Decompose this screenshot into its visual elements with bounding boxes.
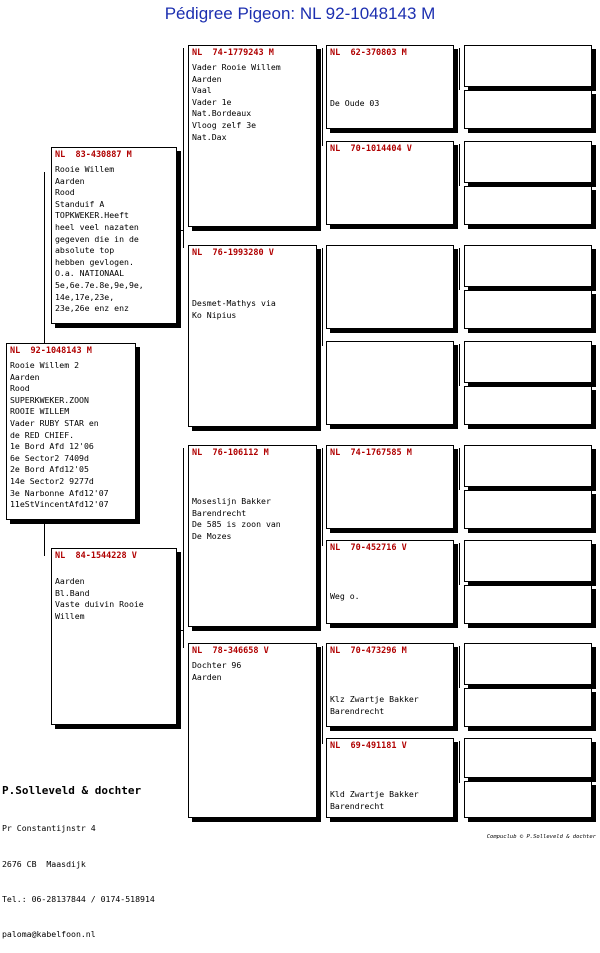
pigeon-card-ffm[interactable] bbox=[326, 141, 454, 225]
pigeon-card-mmf[interactable] bbox=[326, 643, 454, 727]
pigeon-info: Klz Zwartje Bakker Barendrecht bbox=[330, 694, 419, 716]
ring-number bbox=[327, 342, 453, 344]
owner-phone: Tel.: 06-28137844 / 0174-518914 bbox=[2, 893, 155, 904]
ring-number: NL 76-106112 M bbox=[192, 448, 269, 458]
ring-number: NL 92-1048143 M bbox=[10, 346, 92, 356]
connector-fm bbox=[322, 248, 323, 346]
pigeon-card-mmm[interactable] bbox=[326, 738, 454, 818]
pigeon-card-g5-13[interactable] bbox=[464, 643, 592, 685]
pigeon-info: Desmet-Mathys via Ko Nipius bbox=[192, 298, 276, 320]
pigeon-card-mfm[interactable] bbox=[326, 540, 454, 624]
connector-g4-7 bbox=[459, 646, 460, 688]
connector-ff bbox=[322, 48, 323, 146]
ring-number: NL 84-1544228 V bbox=[55, 551, 137, 561]
connector-subject-vertical-lower bbox=[44, 520, 45, 556]
connector-g4-8 bbox=[459, 741, 460, 783]
owner-email[interactable]: paloma@kabelfoon.nl bbox=[2, 929, 96, 940]
pigeon-info: Aarden Bl.Band Vaste duivin Rooie Willem bbox=[55, 576, 144, 621]
credit-footer: Compuclub © P.Solleveld & dochter bbox=[486, 834, 596, 840]
connector-mf bbox=[322, 448, 323, 546]
owner-name: P.Solleveld & dochter bbox=[2, 783, 142, 797]
ring-number: NL 74-1779243 M bbox=[192, 48, 274, 58]
pigeon-card-mf[interactable] bbox=[188, 445, 317, 627]
page-title: Pédigree Pigeon: NL 92-1048143 M bbox=[164, 4, 436, 23]
pigeon-info: Vader Rooie Willem Aarden Vaal Vader 1e Nat.Bordeaux Vloog zelf 3e Nat.Dax bbox=[192, 62, 281, 142]
pigeon-info: Weg o. bbox=[330, 591, 360, 601]
pigeon-info: De Oude 03 bbox=[330, 98, 380, 108]
pigeon-card-mff[interactable] bbox=[326, 445, 454, 529]
connector-mother-vertical bbox=[183, 448, 184, 648]
pigeon-card-fmm[interactable] bbox=[326, 341, 454, 425]
pigeon-card-mother[interactable] bbox=[51, 548, 177, 725]
pigeon-card-g5-4[interactable] bbox=[464, 186, 592, 225]
ring-number: NL 70-473296 M bbox=[330, 646, 407, 656]
pigeon-card-g5-5[interactable] bbox=[464, 245, 592, 287]
ring-number: NL 83-430887 M bbox=[55, 150, 132, 160]
connector-g4-5 bbox=[459, 448, 460, 490]
pigeon-card-g5-1[interactable] bbox=[464, 45, 592, 87]
ring-number: NL 78-346658 V bbox=[192, 646, 269, 656]
pigeon-card-g5-7[interactable] bbox=[464, 341, 592, 383]
connector-g4-1 bbox=[459, 48, 460, 90]
pigeon-info: Kld Zwartje Bakker Barendrecht bbox=[330, 789, 419, 811]
connector-father-vertical bbox=[183, 48, 184, 248]
pigeon-card-g5-6[interactable] bbox=[464, 290, 592, 329]
pigeon-info: Rooie Willem Aarden Rood Standuif A TOPKWEKER.Heeft heel veel nazaten gegeven die in de absolute top hebben gevlogen. O.a. NATIONAAL 5e,6e.7e.8e,9e,9e, 14e,17e,23e, 23e,26e enz enz bbox=[55, 164, 144, 314]
pigeon-info: Dochter 96 Aarden bbox=[192, 660, 242, 682]
ring-number: NL 70-1014404 V bbox=[330, 144, 412, 154]
pigeon-card-g5-11[interactable] bbox=[464, 540, 592, 582]
pigeon-card-father[interactable] bbox=[51, 147, 177, 324]
pigeon-card-g5-3[interactable] bbox=[464, 141, 592, 183]
connector-g4-2 bbox=[459, 144, 460, 186]
connector-father-tick bbox=[180, 230, 184, 231]
owner-city: 2676 CB Maasdijk bbox=[2, 858, 86, 869]
pigeon-info: Moseslijn Bakker Barendrecht De 585 is zoon van De Mozes bbox=[192, 496, 281, 541]
pigeon-card-g5-12[interactable] bbox=[464, 585, 592, 624]
pigeon-card-mm[interactable] bbox=[188, 643, 317, 818]
pigeon-card-g5-2[interactable] bbox=[464, 90, 592, 129]
connector-mother-tick bbox=[180, 630, 184, 631]
connector-g4-3 bbox=[459, 248, 460, 290]
pigeon-card-g5-10[interactable] bbox=[464, 490, 592, 529]
pigeon-card-fm[interactable] bbox=[188, 245, 317, 427]
connector-mm bbox=[322, 646, 323, 744]
pigeon-card-subject[interactable] bbox=[6, 343, 136, 520]
ring-number bbox=[327, 246, 453, 248]
ring-number: NL 62-370803 M bbox=[330, 48, 407, 58]
owner-address: Pr Constantijnstr 4 bbox=[2, 823, 96, 834]
pigeon-card-g5-16[interactable] bbox=[464, 781, 592, 818]
owner-block bbox=[2, 760, 155, 953]
pigeon-card-ff[interactable] bbox=[188, 45, 317, 227]
pigeon-card-g5-14[interactable] bbox=[464, 688, 592, 727]
pigeon-card-g5-15[interactable] bbox=[464, 738, 592, 778]
ring-number: NL 74-1767585 M bbox=[330, 448, 412, 458]
connector-g4-4 bbox=[459, 344, 460, 386]
ring-number: NL 70-452716 V bbox=[330, 543, 407, 553]
pigeon-card-g5-8[interactable] bbox=[464, 386, 592, 425]
pigeon-card-g5-9[interactable] bbox=[464, 445, 592, 487]
connector-subject-vertical bbox=[44, 172, 45, 348]
connector-g4-6 bbox=[459, 543, 460, 585]
pigeon-card-fff[interactable] bbox=[326, 45, 454, 129]
ring-number: NL 76-1993280 V bbox=[192, 248, 274, 258]
pigeon-info: Rooie Willem 2 Aarden Rood SUPERKWEKER.ZOON ROOIE WILLEM Vader RUBY STAR en de RED CHIEF. 1e Bord Afd 12'06 6e Sector2 7409d 2e Bord Afd12'05 14e Sector2 9277d 3e Narbonne Afd12'07 11eStVincentAfd12'07 bbox=[10, 360, 109, 510]
ring-number: NL 69-491181 V bbox=[330, 741, 407, 751]
pigeon-card-fmf[interactable] bbox=[326, 245, 454, 329]
